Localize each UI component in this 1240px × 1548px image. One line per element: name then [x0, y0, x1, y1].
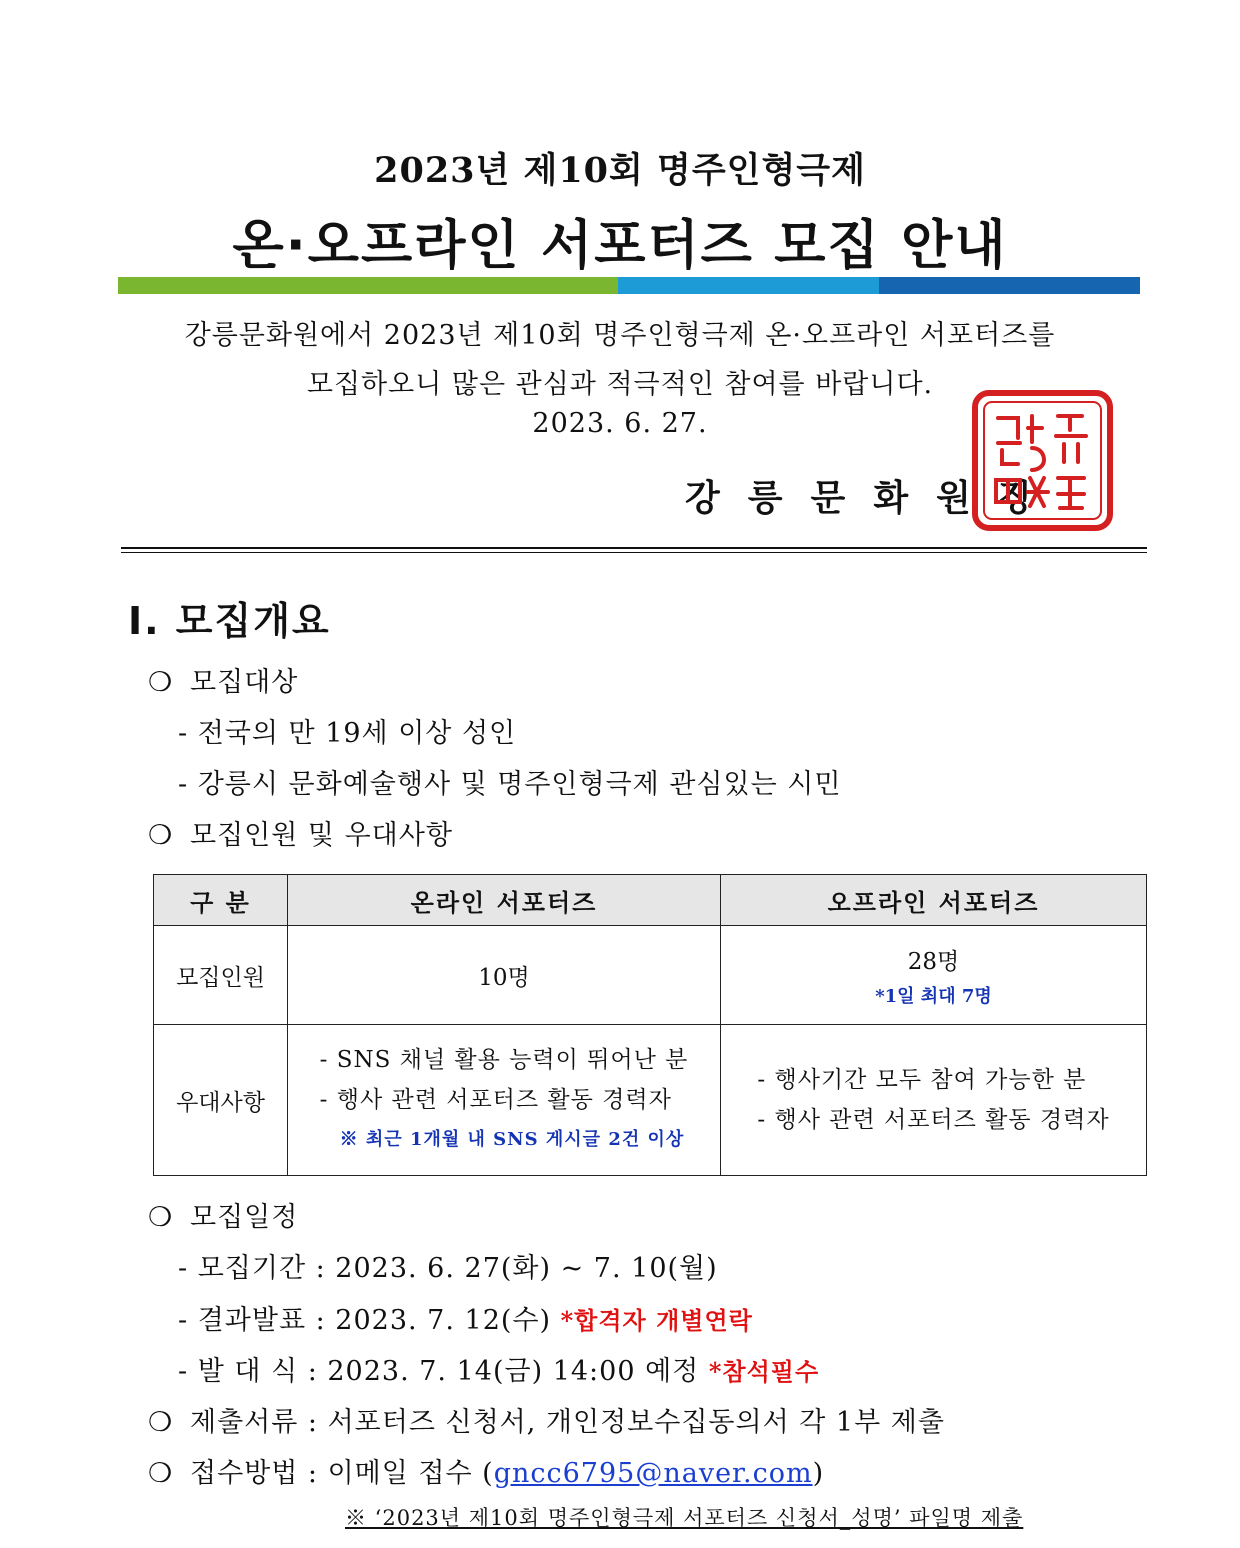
table-row: [154, 1025, 1147, 1176]
title-color-bar: [118, 277, 1140, 294]
target-item-1: - 전국의 만 19세 이상 성인: [178, 718, 517, 749]
schedule-ceremony: [178, 1349, 819, 1388]
section-title: Ⅰ. 모집개요: [128, 599, 331, 643]
schedule-period: - 모집기간 : 2023. 6. 27(화) ~ 7. 10(월): [178, 1253, 718, 1284]
color-bar-blue: [879, 277, 1140, 294]
schedule-heading-text: 모집일정: [190, 1202, 299, 1233]
recruit-heading: [148, 813, 453, 852]
schedule-result-note: *합격자 개별연락: [560, 1306, 753, 1335]
offline-preference-1: - 행사기간 모두 참여 가능한 분: [757, 1067, 1087, 1093]
offline-count-cell: [721, 926, 1147, 1025]
row-label-count: 모집인원: [154, 926, 288, 1025]
bullet-circle-icon: ❍: [148, 1202, 174, 1233]
schedule-ceremony-text: - 발 대 식 : 2023. 7. 14(금) 14:00 예정: [178, 1356, 700, 1387]
target-heading: [148, 660, 298, 699]
target-heading-text: 모집대상: [190, 667, 299, 698]
bullet-circle-icon: ❍: [148, 1458, 174, 1489]
table-header-online: 온라인 서포터즈: [288, 875, 721, 926]
schedule-result-text: - 결과발표 : 2023. 7. 12(수): [178, 1305, 552, 1336]
offline-preference-cell: [721, 1025, 1147, 1176]
offline-count-note: *1일 최대 7명: [875, 985, 992, 1007]
signer-name: 강릉문화원장: [685, 478, 1062, 519]
method-line: [148, 1451, 824, 1490]
online-preference-note: ※ 최근 1개월 내 SNS 게시글 2건 이상: [339, 1129, 685, 1150]
intro-date: 2023. 6. 27.: [532, 408, 708, 439]
filename-footnote: ※ ‘2023년 제10회 명주인형극제 서포터즈 신청서_성명’ 파일명 제출: [345, 1506, 1024, 1530]
offline-preference-2: - 행사 관련 서포터즈 활동 경력자: [757, 1107, 1110, 1133]
header-divider-thin: [121, 552, 1147, 553]
table-header-row: [154, 875, 1147, 926]
method-suffix: ): [812, 1458, 825, 1489]
document-title: 온·오프라인 서포터즈 모집 안내: [232, 215, 1008, 276]
schedule-ceremony-note: *참석필수: [708, 1357, 820, 1386]
documents-line: [148, 1400, 945, 1439]
recruitment-table: [153, 874, 1147, 1176]
bullet-circle-icon: ❍: [148, 1407, 174, 1438]
table-header-offline: 오프라인 서포터즈: [721, 875, 1147, 926]
bullet-circle-icon: ❍: [148, 820, 174, 851]
schedule-result: [178, 1298, 753, 1337]
row-label-preference: 우대사항: [154, 1025, 288, 1176]
bullet-circle-icon: ❍: [148, 667, 174, 698]
color-bar-green: [118, 277, 618, 294]
method-prefix: 접수방법 : 이메일 접수 (: [190, 1458, 494, 1489]
recruit-heading-text: 모집인원 및 우대사항: [190, 820, 453, 851]
offline-count: 28명: [907, 948, 960, 975]
online-count: 10명: [288, 926, 721, 1025]
color-bar-cyan: [618, 277, 879, 294]
official-seal-icon: [970, 388, 1115, 533]
intro-line-1: 강릉문화원에서 2023년 제10회 명주인형극제 온·오프라인 서포터즈를: [184, 320, 1056, 351]
online-preference-1: - SNS 채널 활용 능력이 뛰어난 분: [319, 1047, 689, 1073]
table-row: [154, 926, 1147, 1025]
intro-line-2: 모집하오니 많은 관심과 적극적인 참여를 바랍니다.: [306, 369, 934, 400]
document-subtitle: 2023년 제10회 명주인형극제: [374, 150, 866, 191]
documents-text: 제출서류 : 서포터즈 신청서, 개인정보수집동의서 각 1부 제출: [190, 1407, 945, 1438]
online-preference-cell: [288, 1025, 721, 1176]
target-item-2: - 강릉시 문화예술행사 및 명주인형극제 관심있는 시민: [178, 769, 842, 800]
online-preference-2: - 행사 관련 서포터즈 활동 경력자: [319, 1087, 672, 1113]
schedule-heading: [148, 1195, 298, 1234]
email-link[interactable]: gncc6795@naver.com: [493, 1458, 813, 1489]
table-header-category: 구 분: [154, 875, 288, 926]
header-divider: [121, 547, 1147, 549]
